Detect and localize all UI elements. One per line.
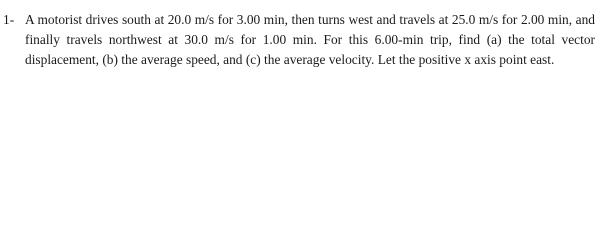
problem-text: A motorist drives south at 20.0 m/s for 3.00 min, then turns west and travels at 25.0 m/s for 2.00 min, and finally travels northwest at 30.0 m/s for 1.00 min. For this 6.00-min trip, find (a) the total vector displacement, (b) the average speed, and (c) the average velocity. Let the positive x axis point east. <box>25 12 595 68</box>
problem-number: 1- <box>3 12 15 27</box>
problem-statement <box>3 10 595 71</box>
